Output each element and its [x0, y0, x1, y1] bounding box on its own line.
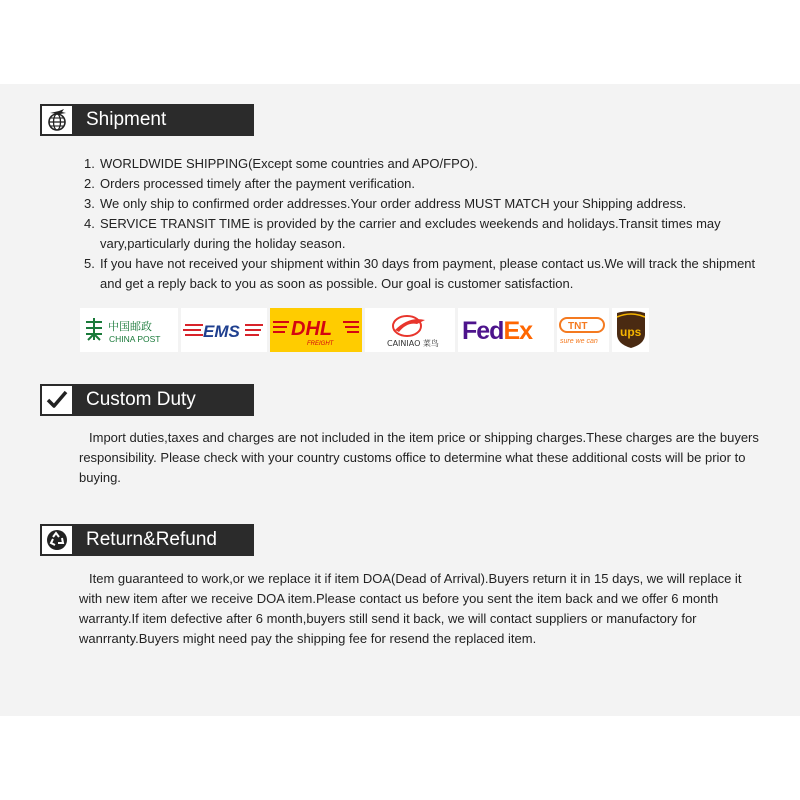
dhl-sub: FREIGHT [307, 341, 334, 347]
return-refund-text: Item guaranteed to work,or we replace it if item DOA(Dead of Arrival).Buyers return it in 15 days, we will replace it with new item after we receive DOA item.Please contact us before you sent the item back and we offer 6 month warranty.If item defective after 6 month,buyers still send it back, we will contact suppliers or manufactory for wanrranty.Buyers might need pay the shipping fee for resend the replaced item. [79, 571, 742, 646]
list-item [84, 174, 764, 194]
list-text: SERVICE TRANSIT TIME is provided by the carrier and excludes weekends and holidays.Transit times may vary,particularly during the holiday season. [100, 216, 721, 251]
list-item [84, 154, 764, 174]
list-number: 1. [84, 156, 95, 171]
list-item [84, 194, 764, 214]
fedex-fed: Fed [462, 317, 504, 345]
list-number: 3. [84, 196, 95, 211]
list-item [84, 214, 764, 254]
globe-icon [42, 106, 72, 134]
cainiao-logo [365, 308, 455, 352]
ems-logo [181, 308, 267, 352]
dhl-text: DHL [291, 318, 333, 340]
china-post-en: CHINA POST [109, 334, 161, 344]
fedex-ex: Ex [503, 317, 533, 345]
custom-duty-header [40, 384, 254, 416]
svg-text:FedEx [462, 317, 533, 345]
cainiao-text: CAINIAO 菜鸟 [387, 339, 439, 348]
return-refund-header [40, 524, 254, 556]
tnt-sub: sure we can [560, 338, 598, 345]
list-number: 4. [84, 216, 95, 231]
list-text: If you have not received your shipment within 30 days from payment, please contact us.We will track the shipment and get a reply back to you as soon as possible. Our goal is customer satisfaction. [100, 256, 756, 291]
custom-duty-title: Custom Duty [86, 389, 196, 410]
shipment-list [84, 154, 764, 294]
fedex-logo [458, 308, 554, 352]
carrier-logos [80, 308, 658, 352]
tnt-text: TNT [568, 321, 588, 332]
list-text: WORLDWIDE SHIPPING(Except some countries and APO/FPO). [100, 156, 478, 171]
tnt-logo [557, 308, 609, 352]
dhl-logo [270, 308, 362, 352]
custom-duty-text: Import duties,taxes and charges are not included in the item price or shipping charges.These charges are the buyers responsibility. Please check with your country customs office to determine what these additional costs will be prior to buying. [79, 430, 759, 485]
china-post-logo [80, 308, 178, 352]
list-text: Orders processed timely after the payment verification. [100, 176, 416, 191]
shipment-header [40, 104, 254, 136]
checkmark-icon [42, 386, 72, 414]
ems-text: EMS [203, 322, 240, 341]
return-refund-title: Return&Refund [86, 529, 217, 550]
china-post-cn: 中国邮政 [108, 320, 152, 333]
list-text: We only ship to confirmed order addresses.Your order address MUST MATCH your Shipping address. [100, 196, 687, 211]
ups-text: ups [619, 325, 641, 339]
recycle-icon [42, 526, 72, 554]
shipment-title: Shipment [86, 109, 167, 130]
ups-logo [612, 308, 649, 352]
list-number: 2. [84, 176, 95, 191]
list-number: 5. [84, 256, 95, 271]
list-item [84, 254, 764, 294]
